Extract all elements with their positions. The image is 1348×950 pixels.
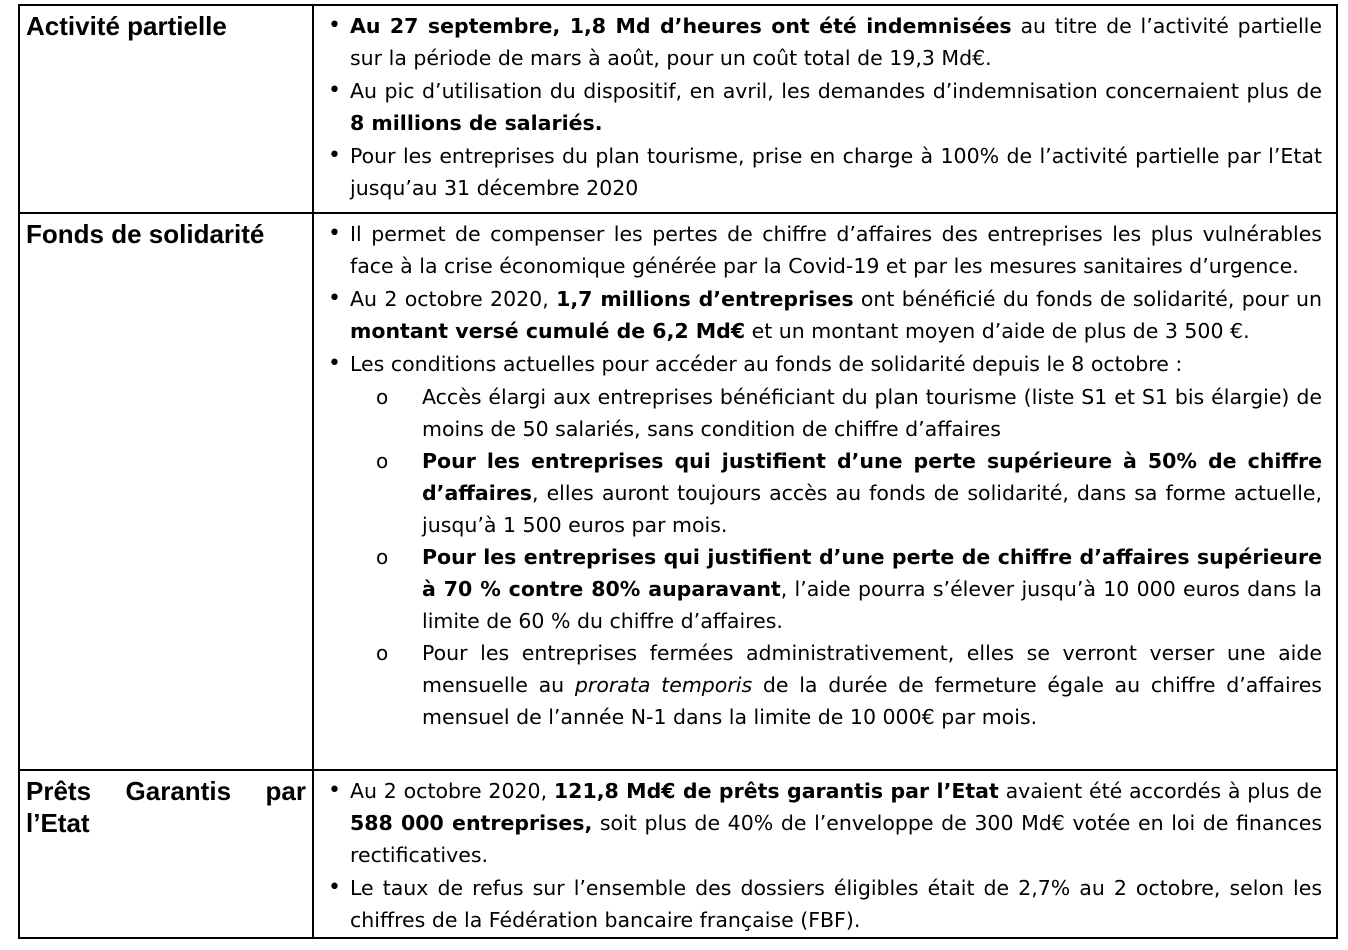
measures-table xyxy=(18,4,1338,939)
row-label: Prêts Garantis par l’Etat xyxy=(20,771,314,937)
row-content xyxy=(314,214,1336,769)
bullet-item: • Au 2 octobre 2020, 121,8 Md€ de prêts garantis par l’Etat avaient été accordés à plus de 588 000 entreprises, soit plus de 40% de l’enveloppe de 300 Md€ votée en loi de finances rectificatives. xyxy=(326,775,1322,871)
row-content xyxy=(314,771,1336,937)
row-label: Activité partielle xyxy=(20,6,314,212)
bullet-item: • Au pic d’utilisation du dispositif, en avril, les demandes d’indemnisation concernaient plus de 8 millions de salariés. xyxy=(326,75,1322,139)
row-content xyxy=(314,6,1336,212)
circle-bullet-icon: o xyxy=(376,545,389,569)
sub-bullet-item: o Accès élargi aux entreprises bénéficiant du plan tourisme (liste S1 et S1 bis élargie) de moins de 50 salariés, sans condition de chiffre d’affaires xyxy=(326,381,1322,445)
bullet-item: • Au 27 septembre, 1,8 Md d’heures ont été indemnisées au titre de l’activité partielle sur la période de mars à août, pour un coût total de 19,3 Md€. xyxy=(326,10,1322,74)
bullet-item: • Le taux de refus sur l’ensemble des dossiers éligibles était de 2,7% au 2 octobre, selon les chiffres de la Fédération bancaire française (FBF). xyxy=(326,872,1322,936)
sub-bullet-item: o Pour les entreprises fermées administrativement, elles se verront verser une aide mensuelle au prorata temporis de la durée de fermeture égale au chiffre d’affaires mensuel de l’année N-1 dans la limite de 10 000€ par mois. xyxy=(326,637,1322,733)
circle-bullet-icon: o xyxy=(376,641,389,665)
table-row-prets-garantis xyxy=(20,771,1336,937)
bullet-item: • Il permet de compenser les pertes de chiffre d’affaires des entreprises les plus vulnérables face à la crise économique générée par la Covid-19 et par les mesures sanitaires d’urgence. xyxy=(326,218,1322,282)
table-row-activite-partielle xyxy=(20,6,1336,214)
circle-bullet-icon: o xyxy=(376,449,389,473)
sub-bullet-item: o Pour les entreprises qui justifient d’une perte supérieure à 50% de chiffre d’affaires, elles auront toujours accès au fonds de solidarité, dans sa forme actuelle, jusqu’à 1 500 euros par mois. xyxy=(326,445,1322,541)
row-label: Fonds de solidarité xyxy=(20,214,314,769)
table-row-fonds-solidarite xyxy=(20,214,1336,771)
bullet-item: • Les conditions actuelles pour accéder au fonds de solidarité depuis le 8 octobre : xyxy=(326,348,1322,380)
circle-bullet-icon: o xyxy=(376,385,389,409)
sub-bullet-item: o Pour les entreprises qui justifient d’une perte de chiffre d’affaires supérieure à 70 % contre 80% auparavant, l’aide pourra s’élever jusqu’à 10 000 euros dans la limite de 60 % du chiffre d’affaires. xyxy=(326,541,1322,637)
bullet-item: • Pour les entreprises du plan tourisme, prise en charge à 100% de l’activité partielle par l’Etat jusqu’au 31 décembre 2020 xyxy=(326,140,1322,204)
bullet-item: • Au 2 octobre 2020, 1,7 millions d’entreprises ont bénéficié du fonds de solidarité, pour un montant versé cumulé de 6,2 Md€ et un montant moyen d’aide de plus de 3 500 €. xyxy=(326,283,1322,347)
